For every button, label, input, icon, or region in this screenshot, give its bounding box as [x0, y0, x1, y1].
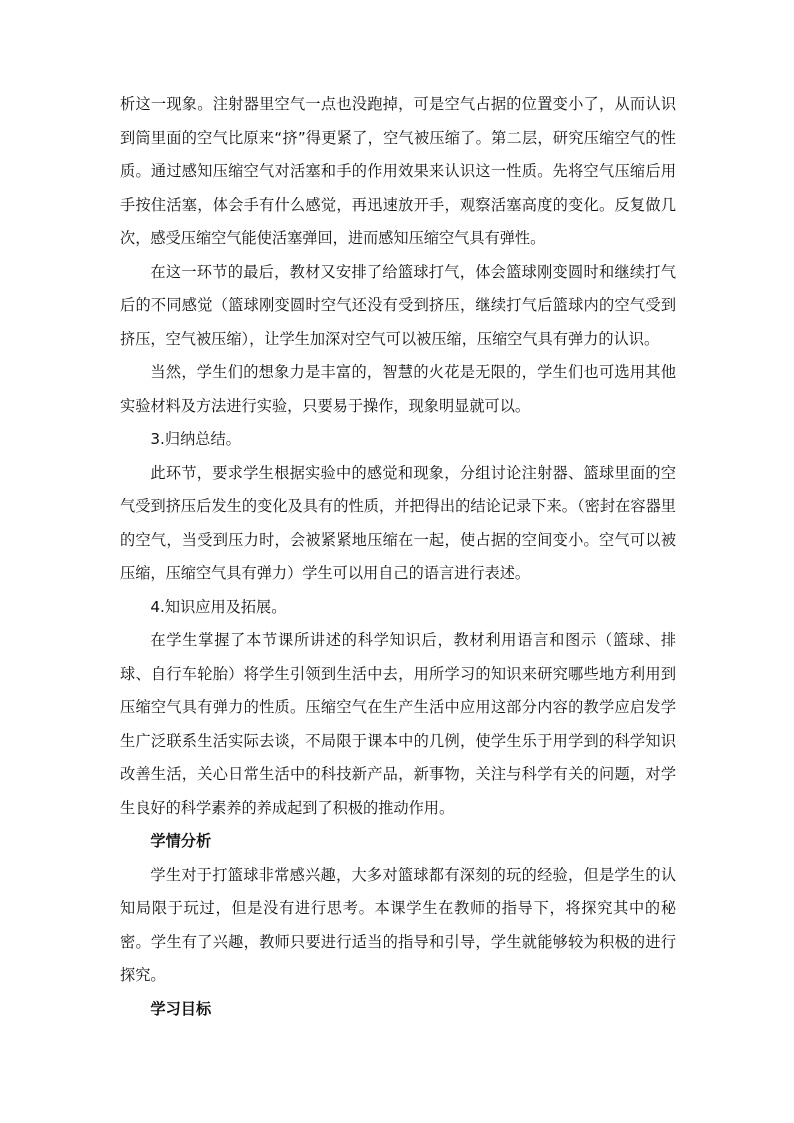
paragraph-application: 在学生掌握了本节课所讲述的科学知识后，教材利用语言和图示（篮球、排球、自行车轮胎）将学生引领到生活中去，用所学习的知识来研究哪些地方利用到压缩空气具有弹力的性质。压缩空气在生产生活中应用这部分内容的教学应启发学生广泛联系生活实际去谈，不局限于课本中的几例，使学生乐于用学到的科学知识改善生活，关心日常生活中的科技新产品，新事物，关注与科学有关的问题，对学生良好的科学素养的养成起到了积极的推动作用。 [120, 631, 676, 817]
paragraph-syringe-analysis: 析这一现象。注射器里空气一点也没跑掉，可是空气占据的位置变小了，从而认识到筒里面的空气比原来“挤”得更紧了，空气被压缩了。第二层，研究压缩空气的性质。通过感知压缩空气对活塞和手的作用效果来认识这一性质。先将空气压缩后用手按住活塞，体会手有什么感觉，再迅速放开手，观察活塞高度的变化。反复做几次，感受压缩空气能使活塞弹回，进而感知压缩空气具有弹性。 [120, 95, 676, 247]
paragraph-learner-analysis: 学生对于打篮球非常感兴趣，大多对篮球都有深刻的玩的经验，但是学生的认知局限于玩过，但是没有进行思考。本课学生在教师的指导下，将探究其中的秘密。学生有了兴趣，教师只要进行适当的指导和引导，学生就能够较为积极的进行探究。 [120, 865, 676, 984]
document-body [120, 88, 676, 1026]
section-step-4-title: 4.知识应用及拓展。 [150, 597, 287, 616]
paragraph-other-materials: 当然，学生们的想象力是丰富的，智慧的火花是无限的，学生们也可选用其他实验材料及方法进行实验，只要易于操作，现象明显就可以。 [120, 363, 676, 415]
heading-learning-objectives: 学习目标 [150, 999, 212, 1018]
paragraph-summary: 此环节，要求学生根据实验中的感觉和现象，分组讨论注射器、篮球里面的空气受到挤压后发生的变化及具有的性质，并把得出的结论记录下来。（密封在容器里的空气，当受到压力时，会被紧紧地压缩在一起，使占据的空间变小。空气可以被压缩，压缩空气具有弹力）学生可以用自己的语言进行表述。 [120, 463, 676, 582]
section-step-3-title: 3.归纳总结。 [150, 430, 241, 448]
heading-learner-analysis: 学情分析 [150, 832, 212, 850]
paragraph-basketball-inflation: 在这一环节的最后，教材又安排了给篮球打气，体会篮球刚变圆时和继续打气后的不同感觉（篮球刚变圆时空气还没有受到挤压，继续打气后篮球内的空气受到挤压，空气被压缩），让学生加深对空气可以被压缩，压缩空气具有弹力的认识。 [120, 262, 676, 348]
